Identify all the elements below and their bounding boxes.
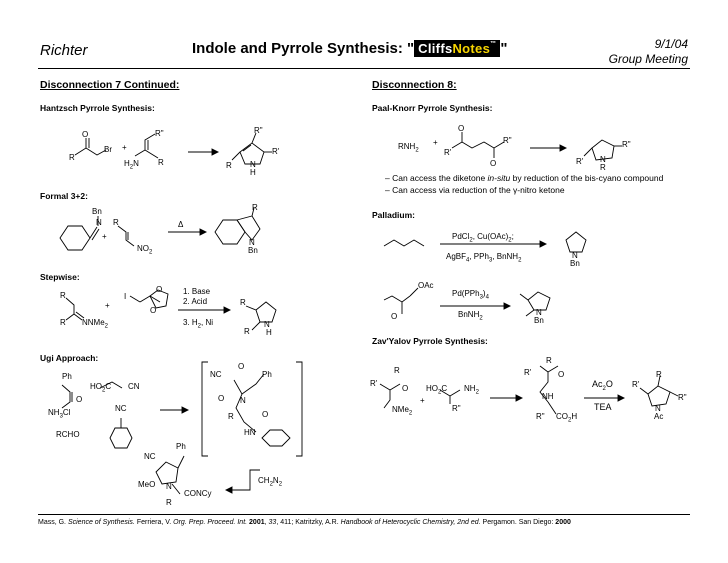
ua-n: N [240,396,246,405]
s-i: I [124,292,127,301]
hz-plus: + [122,143,127,152]
formal-arrow [168,229,206,235]
s-step1: 1. Base [183,287,211,296]
stepwise-heading: Stepwise: [40,272,80,282]
zav-arrow-1 [490,395,522,401]
f-no2: $NO_2$ [137,244,153,256]
ch2n2-arrow [226,470,260,493]
pkp-r2: R" [622,140,631,149]
pk-r2: R" [503,136,512,145]
formal-nitroalkene [118,226,134,246]
footer-references: Mass, G. Science of Synthesis. Ferriera, V. Org. Prep. Proceed. Int. 2001, 33, 411; Katritzky, A.R. Handbook of Heterocyclic Chemistry, 2nd ed. Pergamon. San Diego: 2000 [38,519,571,526]
pd-product-pyrrole-2 [520,292,550,316]
pd-arrow-2 [440,303,510,309]
zvi-co2h: $CO_2H$ [556,412,578,424]
ua-r: R [228,412,234,421]
u-o: O [76,395,83,404]
u-nh3cl: $NH_3Cl$ [48,408,71,420]
cliffsnotes-logo: CliffsNotes™ [414,40,500,57]
fp-bn: Bn [248,246,258,255]
pd-product-pyrrole-1 [566,232,586,252]
hantzsch-heading: Hantzsch Pyrrole Synthesis: [40,103,155,113]
zvi-r2: R" [536,412,545,421]
stepwise-hydrazone [66,298,84,320]
zav-product-pyrrole [640,376,678,406]
formal-heading: Formal 3+2: [40,191,88,201]
pkp-n: N [600,155,606,164]
pd-oac: OAc [418,281,434,290]
hz-r2: R" [155,129,164,138]
paal-knorr-heading: Paal-Knorr Pyrrole Synthesis: [372,103,493,113]
s-nnme2: NNMe$_2$ [82,318,109,330]
ua-o3: O [262,410,269,419]
ua-ph: Ph [262,370,272,379]
zv-r: R [394,366,400,375]
right-section-title: Disconnection 8: [372,79,457,91]
u-rcho: RCHO [56,430,80,439]
pd-cond-bot: AgBF$_4$, PPh$_3$, BnNH$_2$ [446,252,522,264]
zvp-r2: R" [678,393,687,402]
s-o2: O [150,306,157,315]
s-plus: + [105,301,110,310]
zvi-nh: NH [542,392,554,401]
up-concy: CONCy [184,489,212,498]
s-r-bot: R [60,318,66,327]
hantzsch-arrow [188,149,218,155]
ua-hn: HN [244,428,256,437]
zvp-r: R [656,370,662,379]
f-r: R [113,218,119,227]
pd-o: O [391,312,398,321]
meeting-label: Group Meeting [608,52,688,66]
pd-diene [384,240,424,246]
up-nc: NC [144,452,156,461]
hzp-r1: R' [272,147,280,156]
f-n: N [96,218,102,227]
ua-o2: O [218,394,225,403]
pkp-r1: R' [576,157,584,166]
ugi-arrow [160,407,188,413]
ugi-heading: Ugi Approach: [40,353,99,363]
zav-arrow-2 [584,395,624,401]
zvp-n: N [655,404,661,413]
zv-r1: R' [370,379,378,388]
date: 9/1/04 [654,37,688,51]
zv-ac2o: $Ac_2O$ [592,379,613,392]
pdp2-bn: Bn [534,316,544,325]
stepwise-product-pyrrole [246,302,276,330]
paal-arrow [530,145,566,151]
hzp-r2: R" [254,126,263,135]
f-bn: Bn [92,207,102,216]
s-step2: 2. Acid [183,297,208,306]
s-r-top: R [60,291,66,300]
hzp-r: R [226,161,232,170]
sp-h: H [266,328,272,337]
zv-nh2: $NH_2$ [464,384,479,396]
ugi-isocyanide [110,418,132,448]
author-name: Richter [40,42,88,59]
zv-r2: R" [452,404,461,413]
formal-imine [60,216,99,250]
pk-rnh2: $RNH_2$ [398,142,419,154]
pdp2-n: N [536,308,542,317]
zv-o: O [402,384,409,393]
title-suffix: " [500,40,508,57]
pk-o1: O [458,124,465,133]
u-nc: NC [115,404,127,413]
zv-nme2: NMe$_2$ [392,405,413,417]
zvi-r1: R' [524,368,532,377]
palladium-heading: Palladium: [372,210,415,220]
stepwise-dioxolane [130,290,168,308]
hz-o: O [82,130,89,139]
hzp-h: H [250,168,256,177]
zav-intermediate [540,366,558,414]
zvp-ac: Ac [654,412,664,421]
paal-diketone [452,132,504,158]
pd2-cond-top: $Pd(PPh_3)_4$ [452,289,489,301]
title-prefix: Indole and Pyrrole Synthesis: " [192,40,415,57]
zvi-o: O [558,370,565,379]
pd-cond-top: PdCl$_2$, $Cu(OAc)_2$; [452,232,514,244]
up-r: R [166,498,172,507]
s-step3: 3. $H_2$, Ni [183,318,214,330]
pd2-cond-bot: BnNH$_2$ [458,310,483,322]
hz-br: Br [104,145,112,154]
sp-r-bot: R [244,327,250,336]
u-ch2n2: $CH_2N_2$ [258,476,283,488]
pk-o2: O [490,159,497,168]
zv-tea: TEA [594,402,612,412]
pk-r1: R' [444,148,452,157]
hz-r-amine: R [158,158,164,167]
pdp1-bn: Bn [570,259,580,268]
zv-plus: + [420,396,425,405]
zv-ho2c: $HO_2C$ [426,384,448,396]
f-plus: + [102,232,107,241]
up-meo: MeO [138,480,156,489]
up-n: N [166,482,172,491]
zavyalov-heading: Zav'Yalov Pyrrole Synthesis: [372,336,488,346]
note-nitro-ketone: – Can access via reduction of the γ-nitro ketone [385,185,565,195]
up-ph: Ph [176,442,186,451]
sp-r-top: R [240,298,246,307]
note-diketone: – Can access the diketone in-situ by reduction of the bis-cyano compound [385,173,664,183]
pdp1-n: N [572,251,578,260]
u-ph: Ph [62,372,72,381]
s-o1: O [156,285,163,294]
hz-r: R [69,153,75,162]
stepwise-arrow [178,307,230,313]
u-ho2c: $HO_2C$ [90,382,112,394]
fp-r: R [252,203,258,212]
pk-plus: + [433,138,438,147]
u-cn: CN [128,382,140,391]
footer-rule [38,514,690,515]
hzp-n: N [250,160,256,169]
fp-n: N [249,238,255,247]
f-delta: Δ [178,220,184,229]
ugi-ketone [62,385,72,408]
zvp-r1: R' [632,380,640,389]
pd-allyl-acetate [384,288,418,314]
sp-n: N [264,320,270,329]
left-section-title: Disconnection 7 Continued: [40,79,180,91]
pkp-r: R [600,163,606,172]
hantzsch-reactant-ketone [75,138,106,155]
ua-o: O [238,362,245,371]
hz-h2n: $H_2N$ [124,159,139,171]
ua-nc: NC [210,370,222,379]
zvi-r: R [546,356,552,365]
